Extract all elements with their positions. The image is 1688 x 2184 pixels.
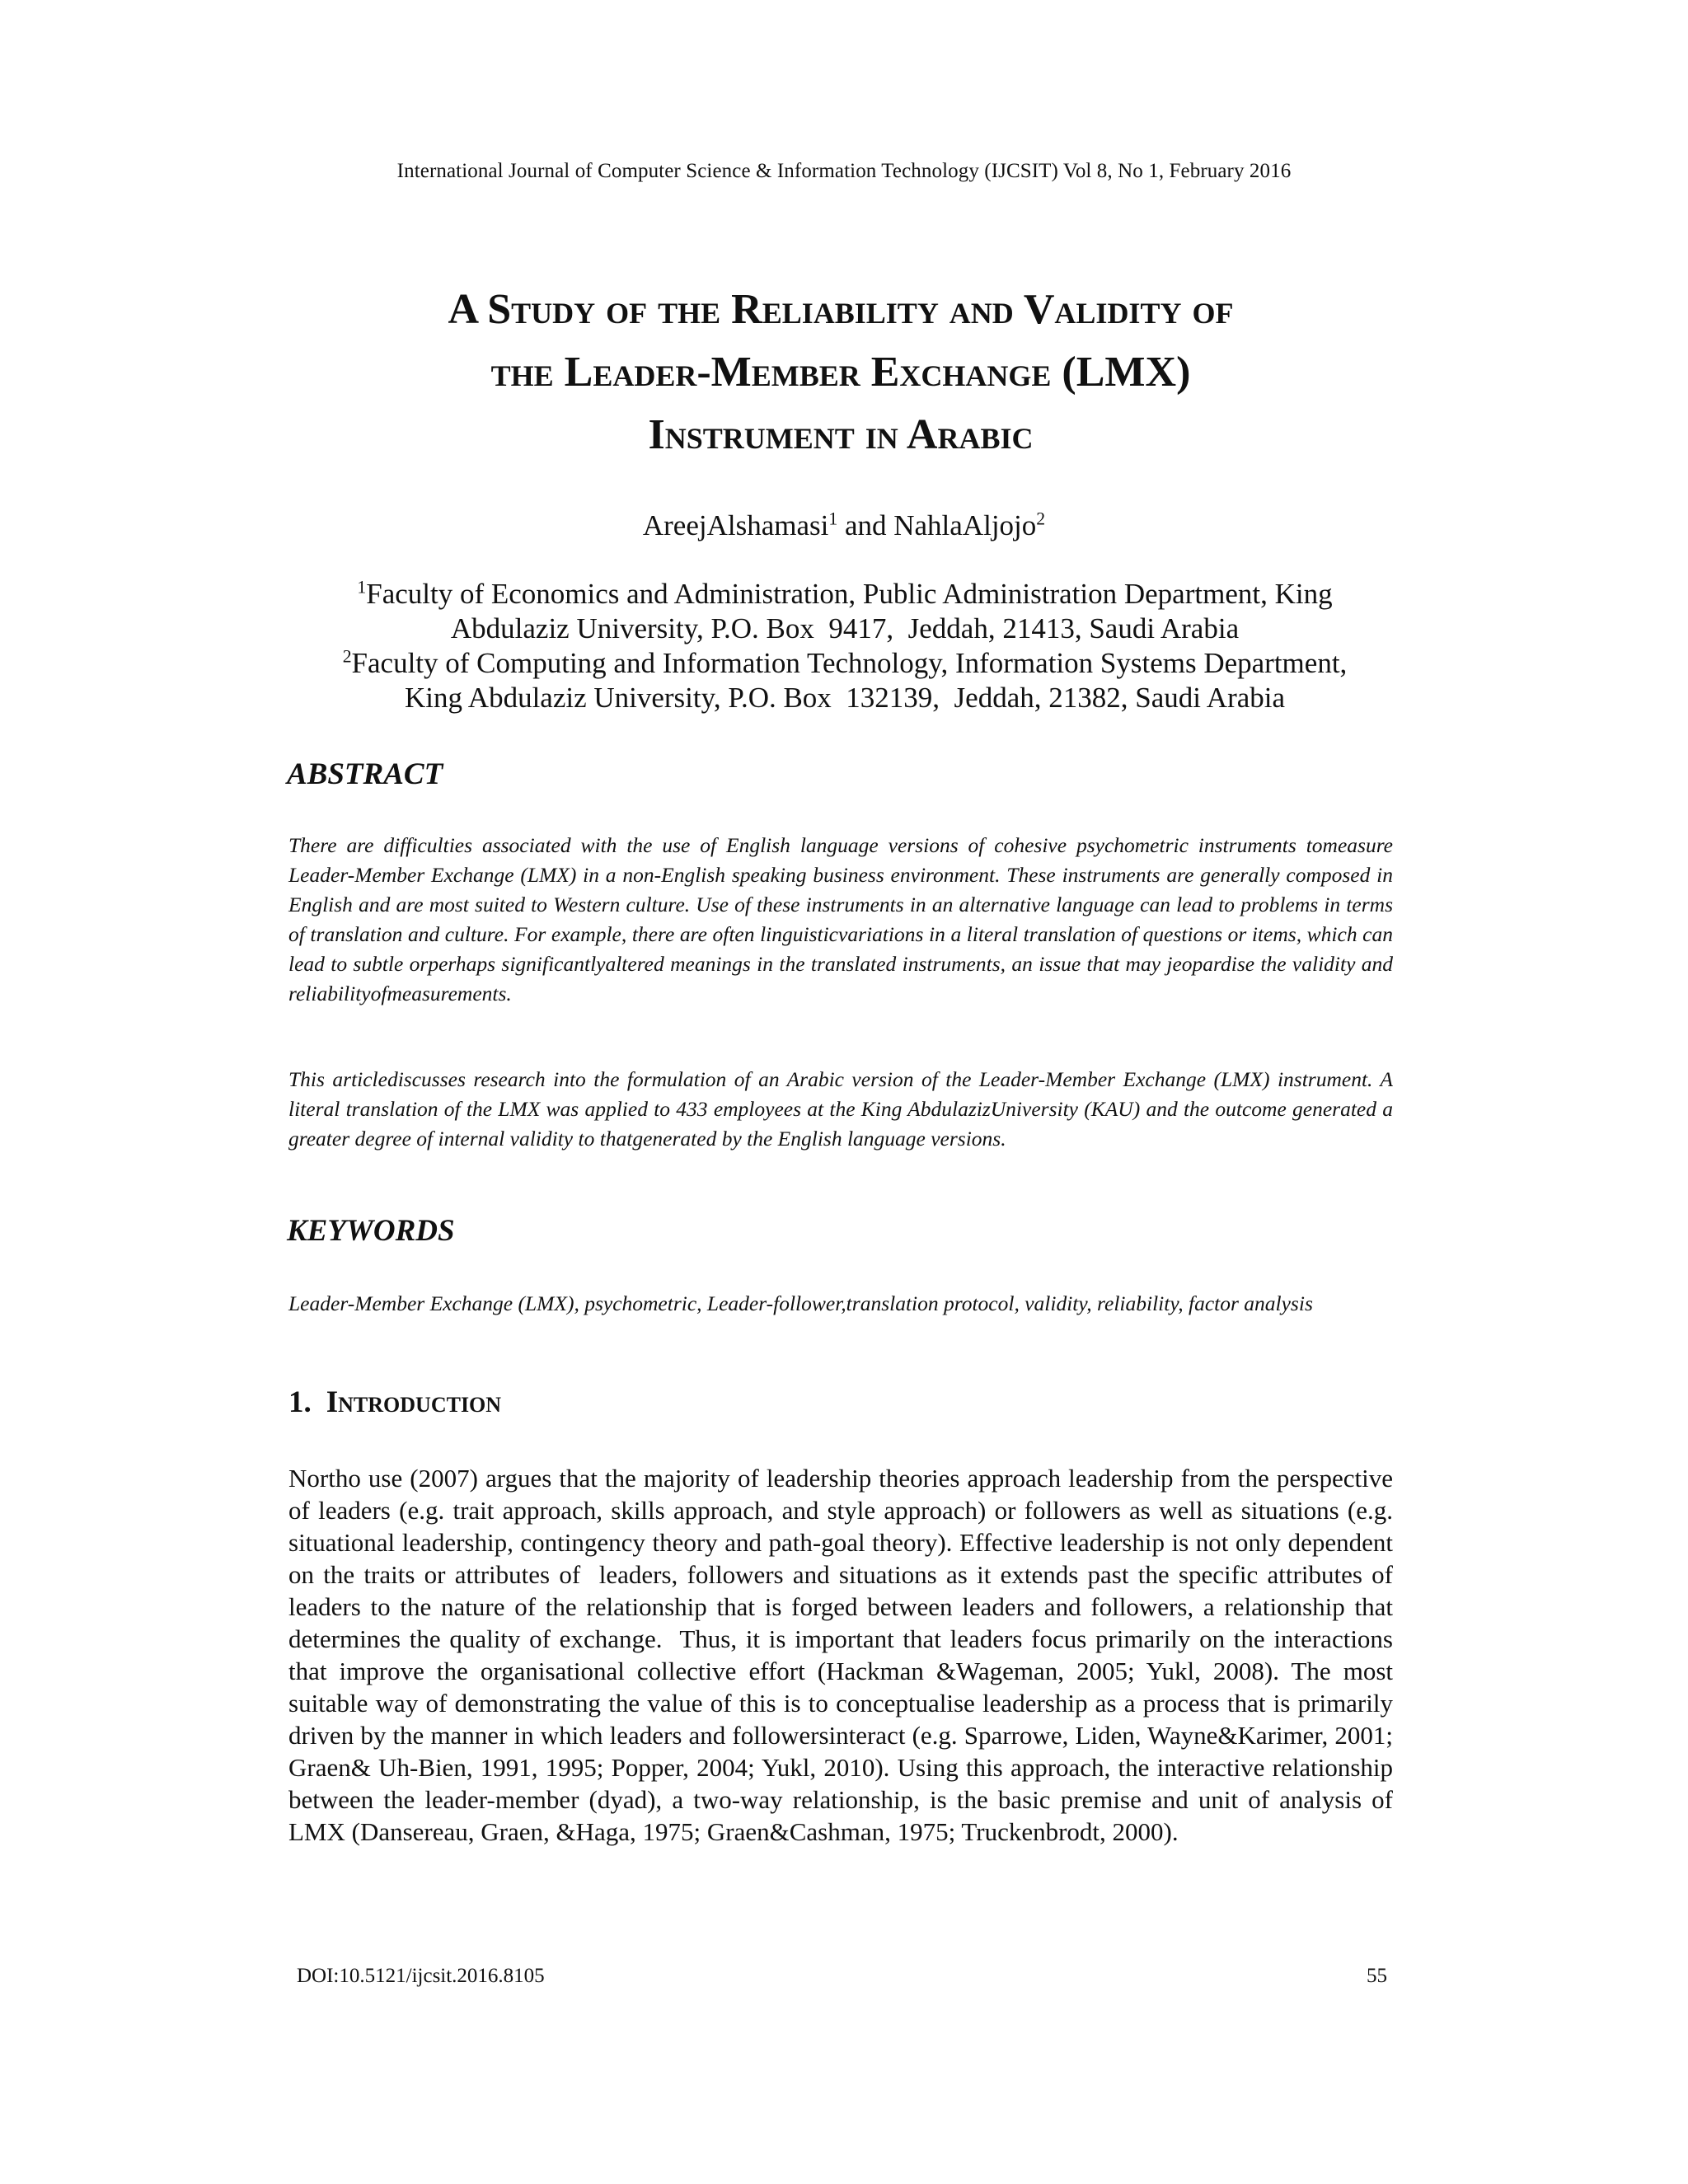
title-line-3: Instrument in Arabic [648,411,1034,458]
title-line-1: A Study of the Reliability and Validity of [448,286,1234,333]
abstract-paragraph-1: There are difficulties associated with the use of English language versions of cohesive psychometric instruments tomeasure Leader-Member Exchange (LMX) in a non-English speaking business environment. These instruments are generally composed in English and are most suited to Western culture. Use of these instruments in an alternative language can lead to problems in terms of translation and culture. For example, there are often linguisticvariations in a literal translation of questions or items, which can lead to subtle orperhaps significantlyaltered meanings in the translated instruments, an issue that may jeopardise the validity and reliabilityofmeasurements. [288,833,1393,1005]
affiliation-1-marker: 1 [357,577,367,598]
page-number: 55 [1367,1965,1387,1987]
affiliation-1-line-1 [247,577,1442,612]
affiliation-2-line-1 [247,646,1442,681]
affiliation-2-text-1: Faculty of Computing and Information Technology, Information Systems Department, [351,647,1348,679]
section-number: 1. [288,1385,312,1419]
title-line-2: the Leader-Member Exchange (LMX) [490,349,1191,396]
affiliation-1-line-2: Abdulaziz University, P.O. Box 9417, Jeddah, 21413, Saudi Arabia [450,612,1240,644]
affiliation-2-line-2: King Abdulaziz University, P.O. Box 132139, Jeddah, 21382, Saudi Arabia [404,682,1286,714]
author-connector: and [837,509,894,541]
footer-doi: DOI:10.5121/ijcsit.2016.8105 [297,1965,545,1987]
introduction-heading [288,1385,501,1420]
paper-title [264,279,1418,466]
keywords-text: Leader-Member Exchange (LMX), psychometric, Leader-follower,translation protocol, validity, reliability, factor analysis [288,1291,1313,1315]
abstract-paragraph-2: This articlediscusses research into the formulation of an Arabic version of the Leader-Member Exchange (LMX) instrument. A literal translation of the LMX was applied to 433 employees at the King AbdulazizUniversity (KAU) and the outcome generated a greater degree of internal validity to thatgenerated by the English language versions. [288,1067,1393,1151]
running-header: International Journal of Computer Science & Information Technology (IJCSIT) Vol 8, No 1, February 2016 [396,160,1292,182]
author-1-affiliation-marker: 1 [828,509,838,529]
author-name-1: AreejAlshamasi [642,509,829,541]
introduction-paragraph: Northo use (2007) argues that the majority of leadership theories approach leadership from the perspective of leaders (e.g. trait approach, skills approach, and style approach) or followers as well as situations (e.g. situational leadership, contingency theory and path-goal theory). Effective leadership is not only dependent on the traits or attributes of leaders, followers and situations as it extends past the specific attributes of leaders to the nature of the relationship that is forged between leaders and followers, a relationship that determines the quality of exchange. Thus, it is important that leaders focus primarily on the interactions that improve the organisational collective effort (Hackman &Wageman, 2005; Yukl, 2008). The most suitable way of demonstrating the value of this is to conceptualise leadership as a process that is primarily driven by the manner in which leaders and followersinteract (e.g. Sparrowe, Liden, Wayne&Karimer, 2001; Graen& Uh-Bien, 1991, 1995; Popper, 2004; Yukl, 2010). Using this approach, the interactive relationship between the leader-member (dyad), a two-way relationship, is the basic premise and unit of analysis of LMX (Dansereau, Graen, &Haga, 1975; Graen&Cashman, 1975; Truckenbrodt, 2000). [288,1464,1400,1846]
affiliations [247,577,1442,715]
section-title: Introduction [326,1385,502,1419]
author-list [0,509,1688,542]
keywords-heading: KEYWORDS [287,1214,455,1248]
affiliation-2-marker: 2 [342,646,352,667]
abstract-heading: ABSTRACT [287,757,443,791]
author-2-affiliation-marker: 2 [1036,509,1046,529]
affiliation-1-text-1: Faculty of Economics and Administration, Public Administration Department, King [366,578,1333,610]
author-name-2: NahlaAljojo [893,509,1037,541]
